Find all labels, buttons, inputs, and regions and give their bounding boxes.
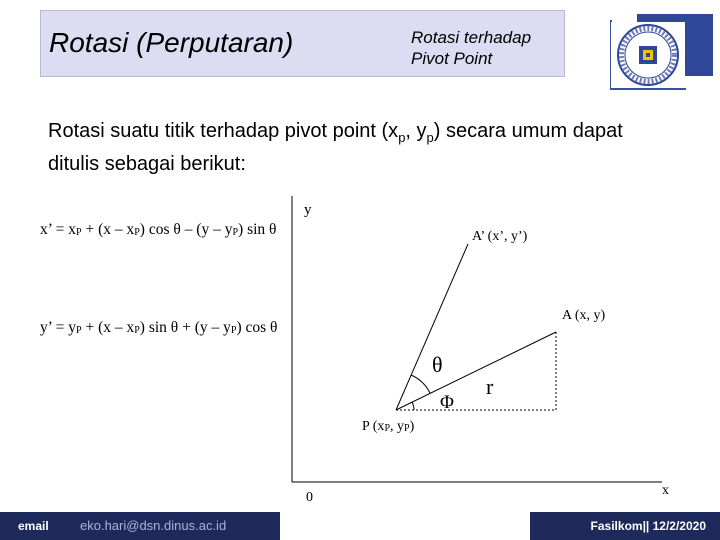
fx-sub-2: P — [134, 227, 140, 238]
footer-left-band — [0, 512, 280, 540]
fy-sub-3: P — [230, 325, 237, 336]
footer-email: eko.hari@dsn.dinus.ac.id — [80, 518, 227, 533]
fy-part-c: ) sin θ + (y – y — [139, 319, 231, 336]
fy-sub-1: P — [76, 325, 82, 336]
point-a-label: A (x, y) — [562, 308, 606, 323]
footer-email-label: email — [18, 519, 49, 533]
segment-p-a — [396, 332, 556, 410]
pivot-label — [362, 419, 414, 435]
origin-label: 0 — [306, 490, 313, 505]
subtitle-line-1: Rotasi terhadap — [411, 28, 532, 47]
intro-text-1: Rotasi suatu titik terhadap pivot point (x — [48, 120, 399, 142]
fx-part-c: ) cos θ – (y – y — [139, 221, 233, 238]
fx-part-a: x’ = x — [40, 221, 77, 238]
intro-text-2: , y — [405, 120, 427, 142]
fy-part-a: y’ = y — [40, 319, 77, 336]
point-a-prime-label: A’ (x’, y’) — [472, 229, 528, 244]
pivot-text-b: , y — [390, 419, 404, 434]
fx-sub-3: P — [232, 227, 239, 238]
intro-sub-2: p — [426, 130, 434, 145]
fx-sub-1: P — [76, 227, 82, 238]
footer-right-band — [530, 512, 720, 540]
pivot-text-a: P (x — [362, 419, 385, 434]
footer — [0, 512, 720, 540]
fx-part-d: ) sin θ — [238, 221, 277, 238]
footer-course-date: Fasilkom|| 12/2/2020 — [590, 519, 706, 533]
fx-part-b: + (x – x — [81, 221, 135, 238]
x-axis-label: x — [662, 483, 669, 498]
fy-sub-2: P — [134, 325, 140, 336]
theta-label: θ — [432, 352, 443, 377]
intro-text-3: ) secara umum dapat ditulis sebagai berikut: — [48, 120, 623, 175]
phi-arc — [412, 402, 414, 410]
intro-sub-1: p — [398, 130, 406, 145]
phi-label: Φ — [440, 392, 454, 413]
pivot-text-c: ) — [409, 419, 415, 434]
subtitle-line-2: Pivot Point — [411, 49, 493, 68]
fy-part-d: ) cos θ — [236, 319, 278, 336]
segment-p-a-prime — [396, 244, 468, 410]
pivot-sub-1: P — [384, 423, 390, 434]
radius-label: r — [486, 374, 494, 399]
fy-part-b: + (x – x — [81, 319, 135, 336]
slide-title: Rotasi (Perputaran) — [49, 27, 294, 58]
pivot-sub-2: P — [404, 423, 410, 434]
y-axis-label: y — [304, 202, 312, 218]
theta-arc — [411, 375, 430, 393]
